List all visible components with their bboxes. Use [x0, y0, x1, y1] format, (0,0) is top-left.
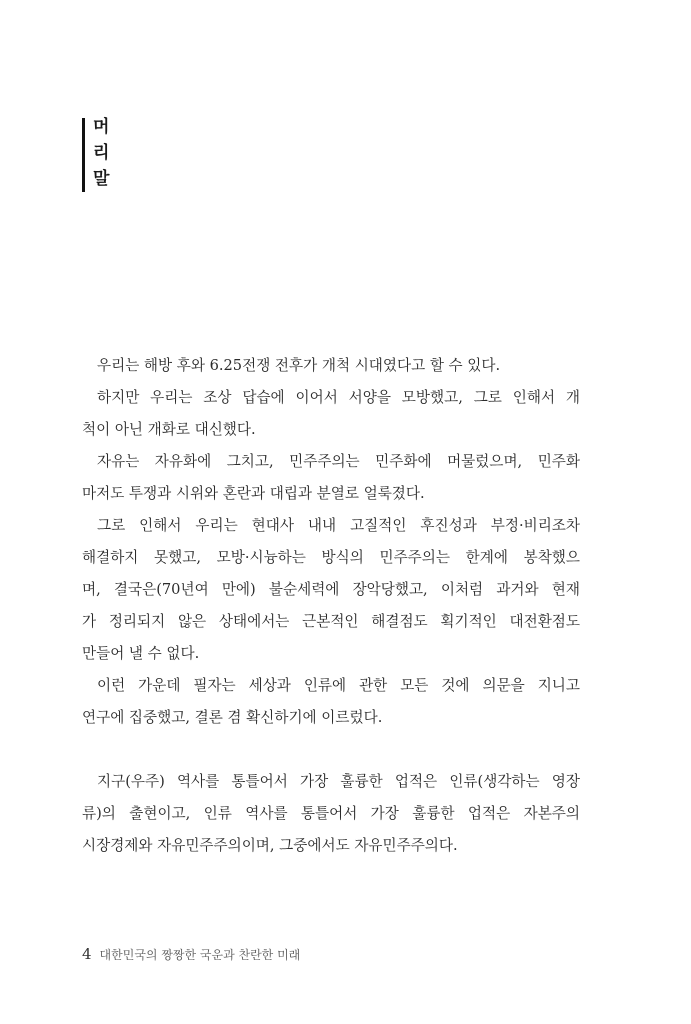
heading-bar	[82, 118, 85, 192]
page-heading	[93, 114, 117, 192]
text-line: 만들어 낼 수 없다.	[82, 645, 200, 662]
text-line: 하지만 우리는 조상 답습에 이어서 서양을 모방했고, 그로 인해서 개	[97, 389, 580, 406]
text-line: 그로 인해서 우리는 현대사 내내 고질적인 후진성과 부정·비리조차	[97, 517, 580, 534]
text-line: 자유는 자유화에 그치고, 민주주의는 민주화에 머물렀으며, 민주화	[97, 453, 580, 470]
heading-char: 머	[93, 117, 110, 137]
text-line: 며, 결국은(70년여 만에) 불순세력에 장악당했고, 이처럼 과거와 현재	[82, 581, 580, 598]
text-line: 지구(우주) 역사를 통틀어서 가장 훌륭한 업적은 인류(생각하는 영장	[97, 773, 580, 790]
text-line: 해결하지 못했고, 모방·시늉하는 방식의 민주주의는 한계에 봉착했으	[82, 549, 580, 566]
text-line: 척이 아닌 개화로 대신했다.	[82, 421, 256, 438]
page-number: 4	[82, 945, 92, 963]
heading-char: 말	[93, 169, 110, 189]
text-line: 시장경제와 자유민주주의이며, 그중에서도 자유민주주의다.	[82, 837, 458, 854]
text-line: 가 정리되지 않은 상태에서는 근본적인 해결점도 획기적인 대전환점도	[82, 613, 580, 630]
text-line: 마저도 투쟁과 시위와 혼란과 대립과 분열로 얼룩졌다.	[82, 485, 425, 502]
text-line: 우리는 해방 후와 6.25전쟁 전후가 개척 시대였다고 할 수 있다.	[97, 357, 501, 374]
text-line: 이런 가운데 필자는 세상과 인류에 관한 모든 것에 의문을 지니고	[97, 677, 580, 694]
text-line: 연구에 집중했고, 결론 겸 확신하기에 이르렀다.	[82, 709, 383, 726]
heading-char: 리	[93, 143, 110, 163]
page-footer	[82, 944, 300, 964]
text-line: 류)의 출현이고, 인류 역사를 통틀어서 가장 훌륭한 업적은 자본주의	[82, 805, 580, 822]
book-title: 대한민국의 짱짱한 국운과 찬란한 미래	[99, 948, 301, 962]
